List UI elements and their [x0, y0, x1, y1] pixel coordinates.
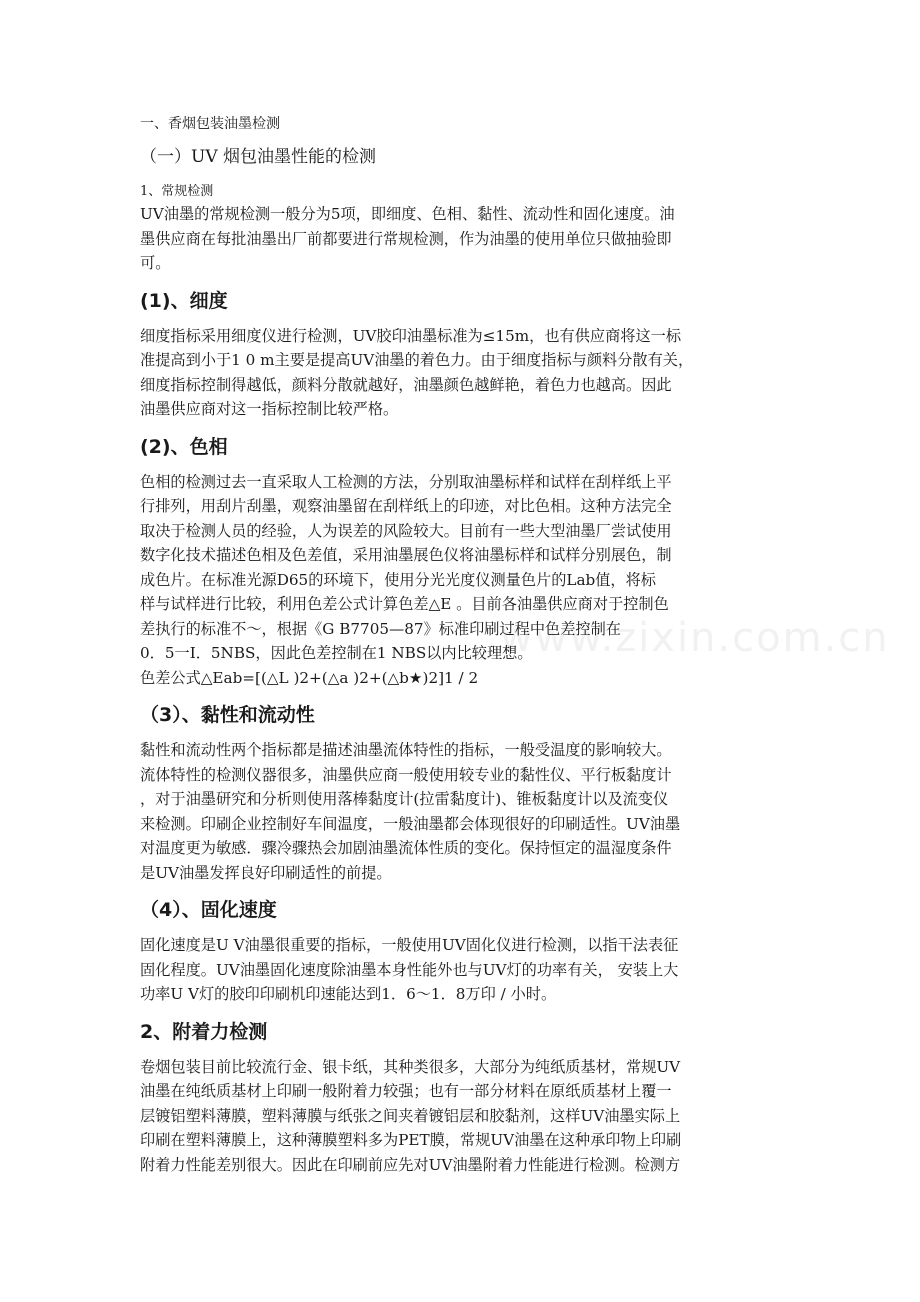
text-line: 色相的检测过去一直采取人工检测的方法，分别取油墨标样和试样在刮样纸上平 [140, 472, 672, 491]
text-line: 卷烟包装目前比较流行金、银卡纸，其种类很多，大部分为纯纸质基材，常规UV [140, 1057, 681, 1076]
text-line: 流体特性的检测仪器很多，油墨供应商一般使用较专业的黏性仪、平行板黏度计 [140, 765, 672, 784]
formula-line: 色差公式△Eab=[(△L )2+(△a )2+(△b★)2]1 / 2 [140, 668, 479, 687]
text-line: 是UV油墨发挥良好印刷适性的前提。 [140, 863, 392, 882]
text-line: 层镀铝塑料薄膜，塑料薄膜与纸张之间夹着镀铝层和胶黏剂，这样UV油墨实际上 [140, 1106, 681, 1125]
text-line: 数字化技术描述色相及色差值，采用油墨展色仪将油墨标样和试样分别展色，制 [140, 546, 672, 564]
text-line: 0．5一I．5NBS，因此色差控制在1 NBS以内比较理想。 [140, 644, 533, 662]
text-line: 黏性和流动性两个指标都是描述油墨流体特性的指标，一般受温度的影响较大。 [140, 741, 672, 759]
text-line: 附着力性能差别很大。因此在印刷前应先对UV油墨附着力性能进行检测。检测方 [140, 1155, 681, 1174]
section-heading-hue: (2)、色相 [140, 435, 228, 458]
text-line: 功率U V灯的胶印印刷机印速能达到1．6～1．8万印 / 小时。 [140, 985, 557, 1003]
paragraph-curing [140, 933, 790, 1007]
text-line: 油墨在纯纸质基材上印刷一般附着力较强；也有一部分材料在原纸质基材上覆一 [140, 1082, 672, 1100]
section-heading-routine-test: 1、常规检测 [140, 184, 214, 199]
text-line: 行排列，用刮片刮墨，观察油墨留在刮样纸上的印迹，对比色相。这种方法完全 [140, 497, 672, 515]
text-line: 固化速度是U V油墨很重要的指标，一般使用UV固化仪进行检测，以指干法表征 [140, 936, 679, 954]
text-line: 对温度更为敏感．骤冷骤热会加剧油墨流体性质的变化。保持恒定的温湿度条件 [140, 839, 672, 857]
text-line: 印刷在塑料薄膜上，这种薄膜塑料多为PET膜，常规UV油墨在这种承印物上印刷 [140, 1131, 682, 1149]
document-body [140, 112, 790, 1177]
paragraph-routine-test [140, 202, 790, 276]
text-line: 墨供应商在每批油墨出厂前都要进行常规检测，作为油墨的使用单位只做抽验即 [140, 229, 672, 248]
text-line: 成色片。在标准光源D65的环境下，使用分光光度仪测量色片的Lab值，将标 [140, 570, 656, 589]
paragraph-viscosity [140, 738, 790, 885]
text-line: 固化程度。UV油墨固化速度除油墨本身性能外也与UV灯的功率有关， 安装上大 [140, 960, 679, 979]
document-subtitle: （一）UV 烟包油墨性能的检测 [140, 147, 377, 167]
paragraph-hue [140, 470, 790, 691]
section-heading-curing: （4）、固化速度 [140, 899, 277, 921]
text-line: 样与试样进行比较，利用色差公式计算色差△E 。目前各油墨供应商对于控制色 [140, 595, 669, 613]
text-line: 准提高到小于1 0 m主要是提高UV油墨的着色力。由于细度指标与颜料分散有关， [140, 351, 694, 369]
document-title: 一、香烟包装油墨检测 [140, 116, 280, 132]
text-line: 差执行的标准不～，根据《G B7705—87》标准印刷过程中色差控制在 [140, 619, 621, 638]
text-line: 来检测。印刷企业控制好车间温度，一般油墨都会体现很好的印刷适性。UV油墨 [140, 814, 681, 833]
paragraph-fineness [140, 324, 790, 422]
text-line: 细度指标采用细度仪进行检测，UV胶印油墨标准为≤15m，也有供应商将这一标 [140, 326, 682, 345]
section-heading-viscosity: （3）、黏性和流动性 [140, 704, 315, 726]
paragraph-adhesion [140, 1055, 790, 1178]
section-heading-adhesion: 2、附着力检测 [140, 1020, 268, 1043]
text-line: 油墨供应商对这一指标控制比较严格。 [140, 400, 399, 418]
section-heading-fineness: (1)、细度 [140, 289, 228, 312]
text-line: 细度指标控制得越低，颜料分散就越好，油墨颜色越鲜艳，着色力也越高。因此 [140, 375, 672, 394]
text-line: 可。 [140, 254, 171, 272]
text-line: 取决于检测人员的经验，人为误差的风险较大。目前有一些大型油墨厂尝试使用 [140, 521, 672, 540]
text-line: ，对于油墨研究和分析则使用落棒黏度计(拉雷黏度计)、锥板黏度计以及流变仪 [140, 790, 669, 808]
watermark-text: www.zixin.com.cn [500, 615, 890, 661]
text-line: UV油墨的常规检测一般分为5项，即细度、色相、黏性、流动性和固化速度。油 [140, 205, 675, 223]
